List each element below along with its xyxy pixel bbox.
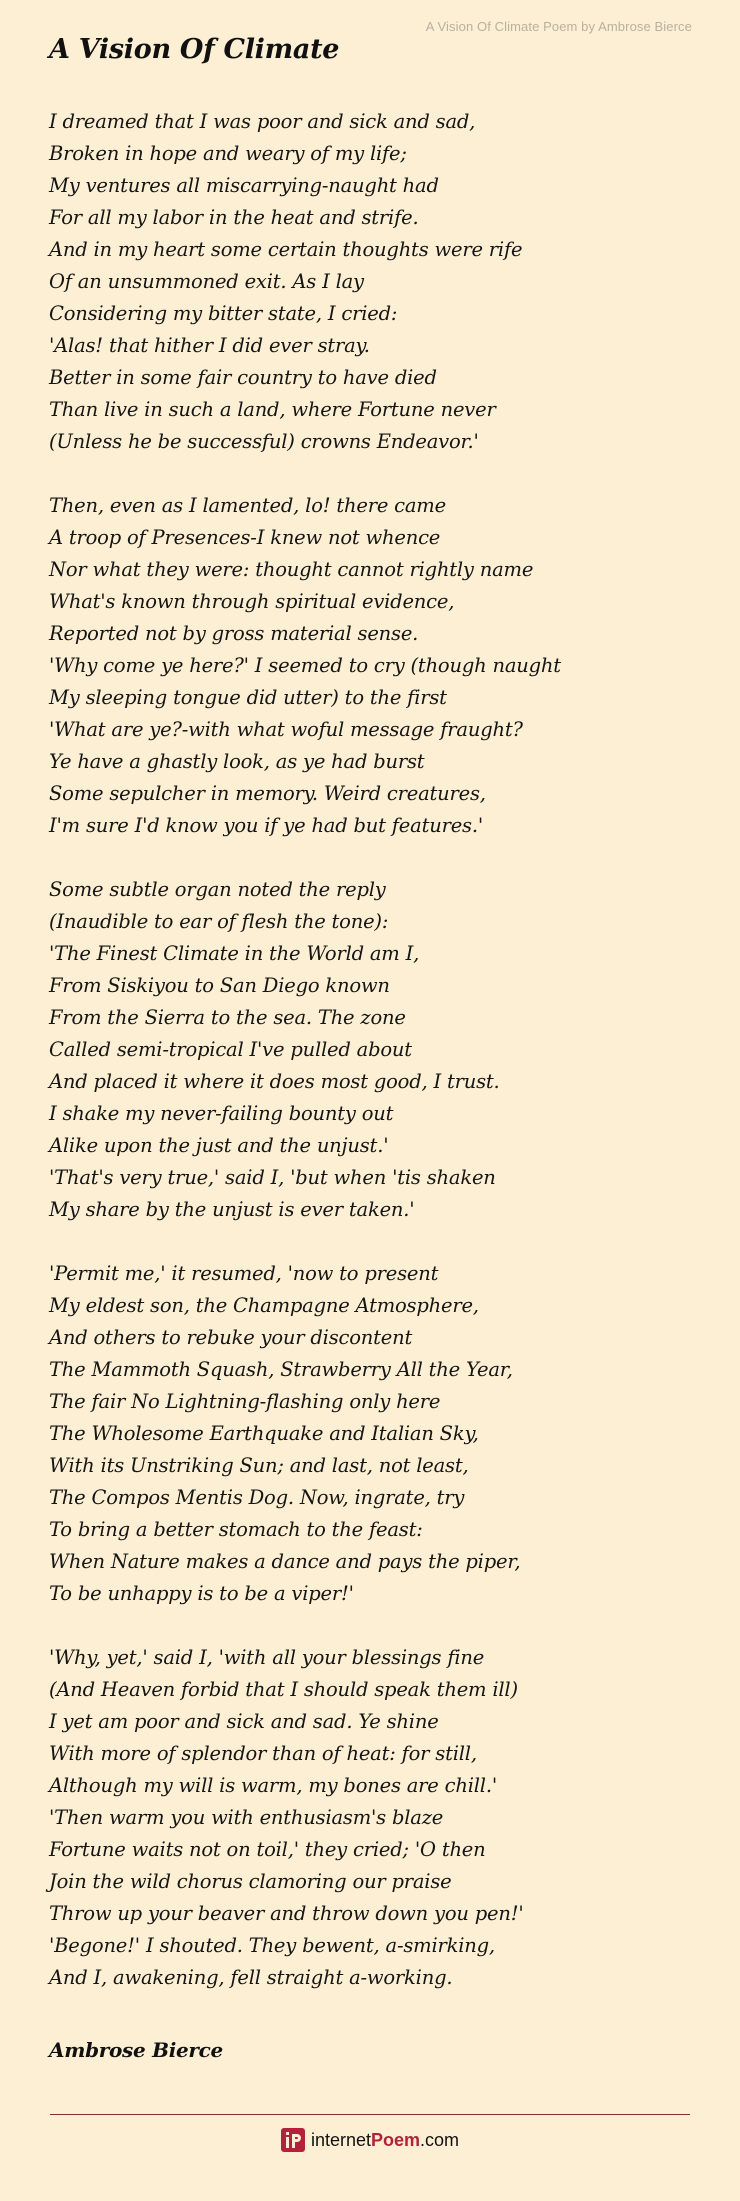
poem-line: My ventures all miscarrying-naught had: [49, 174, 439, 197]
poem-line: (And Heaven forbid that I should speak them ill): [49, 1678, 518, 1701]
poem-line: Some subtle organ noted the reply: [49, 878, 386, 901]
poem-line: I dreamed that I was poor and sick and sad,: [49, 110, 476, 133]
brand-part-poem: Poem: [371, 2129, 421, 2150]
poem-line: To be unhappy is to be a viper!': [49, 1582, 354, 1605]
brand-part-internet: internet: [310, 2129, 371, 2150]
poem-line: 'Why, yet,' said I, 'with all your blessings fine: [49, 1646, 485, 1669]
poem-line: (Unless he be successful) crowns Endeavor.': [49, 430, 479, 453]
poem-line: What's known through spiritual evidence,: [49, 590, 455, 613]
poem-line: A troop of Presences-I knew not whence: [49, 526, 441, 549]
poem-line: Of an unsummoned exit. As I lay: [49, 270, 364, 293]
poem-title: A Vision Of Climate: [49, 34, 340, 65]
poem-line: My share by the unjust is ever taken.': [49, 1198, 415, 1221]
poem-author: Ambrose Bierce: [49, 2038, 223, 2062]
poem-line: Some sepulcher in memory. Weird creatures,: [49, 782, 486, 805]
poem-line: Broken in hope and weary of my life;: [49, 142, 407, 165]
poem-line: Reported not by gross material sense.: [49, 622, 419, 645]
poem-line: I yet am poor and sick and sad. Ye shine: [49, 1710, 439, 1733]
poem-line: The Wholesome Earthquake and Italian Sky,: [49, 1422, 479, 1445]
poem-line: Fortune waits not on toil,' they cried; 'O then: [49, 1838, 486, 1861]
poem-line: And placed it where it does most good, I trust.: [49, 1070, 500, 1093]
poem-line: And in my heart some certain thoughts were rife: [49, 238, 523, 261]
poem-line: I shake my never-failing bounty out: [49, 1102, 394, 1125]
poem-line: Called semi-tropical I've pulled about: [49, 1038, 412, 1061]
poem-line: For all my labor in the heat and strife.: [49, 206, 419, 229]
poem-stanza: [49, 106, 709, 458]
poem-line: I'm sure I'd know you if ye had but features.': [49, 814, 483, 837]
poem-line: And others to rebuke your discontent: [49, 1326, 413, 1349]
poem-line: 'The Finest Climate in the World am I,: [49, 942, 420, 965]
poem-line: With more of splendor than of heat: for still,: [49, 1742, 477, 1765]
poem-line: My eldest son, the Champagne Atmosphere,: [49, 1294, 479, 1317]
poem-line: Ye have a ghastly look, as ye had burst: [49, 750, 425, 773]
site-brand-link[interactable]: [0, 2128, 740, 2152]
poem-line: Then, even as I lamented, lo! there came: [49, 494, 446, 517]
poem-line: Alike upon the just and the unjust.': [49, 1134, 389, 1157]
poem-line: The fair No Lightning-flashing only here: [49, 1390, 441, 1413]
internetpoem-logo-icon: [281, 2128, 305, 2152]
poem-stanza: [49, 874, 709, 1226]
poem-line: Join the wild chorus clamoring our praise: [49, 1870, 452, 1893]
brand-part-domain: .com: [420, 2129, 460, 2150]
poem-stanza: [49, 1258, 709, 1610]
poem-line: Throw up your beaver and throw down you pen!': [49, 1902, 524, 1925]
poem-line: 'Why come ye here?' I seemed to cry (though naught: [49, 654, 561, 677]
header-caption: A Vision Of Climate Poem by Ambrose Bierce: [425, 19, 692, 34]
poem-line: (Inaudible to ear of flesh the tone):: [49, 910, 389, 933]
poem-line: 'Begone!' I shouted. They bewent, a-smirking,: [49, 1934, 495, 1957]
poem-line: And I, awakening, fell straight a-working.: [49, 1966, 453, 1989]
poem-body: [49, 106, 709, 2026]
poem-line: From Siskiyou to San Diego known: [49, 974, 390, 997]
poem-line: Although my will is warm, my bones are chill.': [49, 1774, 497, 1797]
poem-line: Better in some fair country to have died: [49, 366, 437, 389]
poem-line: The Mammoth Squash, Strawberry All the Year,: [49, 1358, 513, 1381]
poem-line: With its Unstriking Sun; and last, not least,: [49, 1454, 469, 1477]
poem-line: My sleeping tongue did utter) to the first: [49, 686, 447, 709]
poem-stanza: [49, 490, 709, 842]
site-brand-text: [311, 2130, 459, 2151]
poem-line: Than live in such a land, where Fortune never: [49, 398, 496, 421]
poem-line: 'That's very true,' said I, 'but when 'tis shaken: [49, 1166, 496, 1189]
poem-line: The Compos Mentis Dog. Now, ingrate, try: [49, 1486, 465, 1509]
poem-line: 'Then warm you with enthusiasm's blaze: [49, 1806, 444, 1829]
poem-line: 'What are ye?-with what woful message fraught?: [49, 718, 523, 741]
poem-line: When Nature makes a dance and pays the piper,: [49, 1550, 521, 1573]
footer-divider: [50, 2114, 690, 2115]
poem-line: 'Permit me,' it resumed, 'now to present: [49, 1262, 439, 1285]
poem-line: Nor what they were: thought cannot rightly name: [49, 558, 534, 581]
poem-line: 'Alas! that hither I did ever stray.: [49, 334, 370, 357]
poem-line: From the Sierra to the sea. The zone: [49, 1006, 406, 1029]
poem-line: To bring a better stomach to the feast:: [49, 1518, 423, 1541]
poem-stanza: [49, 1642, 709, 1994]
poem-line: Considering my bitter state, I cried:: [49, 302, 398, 325]
